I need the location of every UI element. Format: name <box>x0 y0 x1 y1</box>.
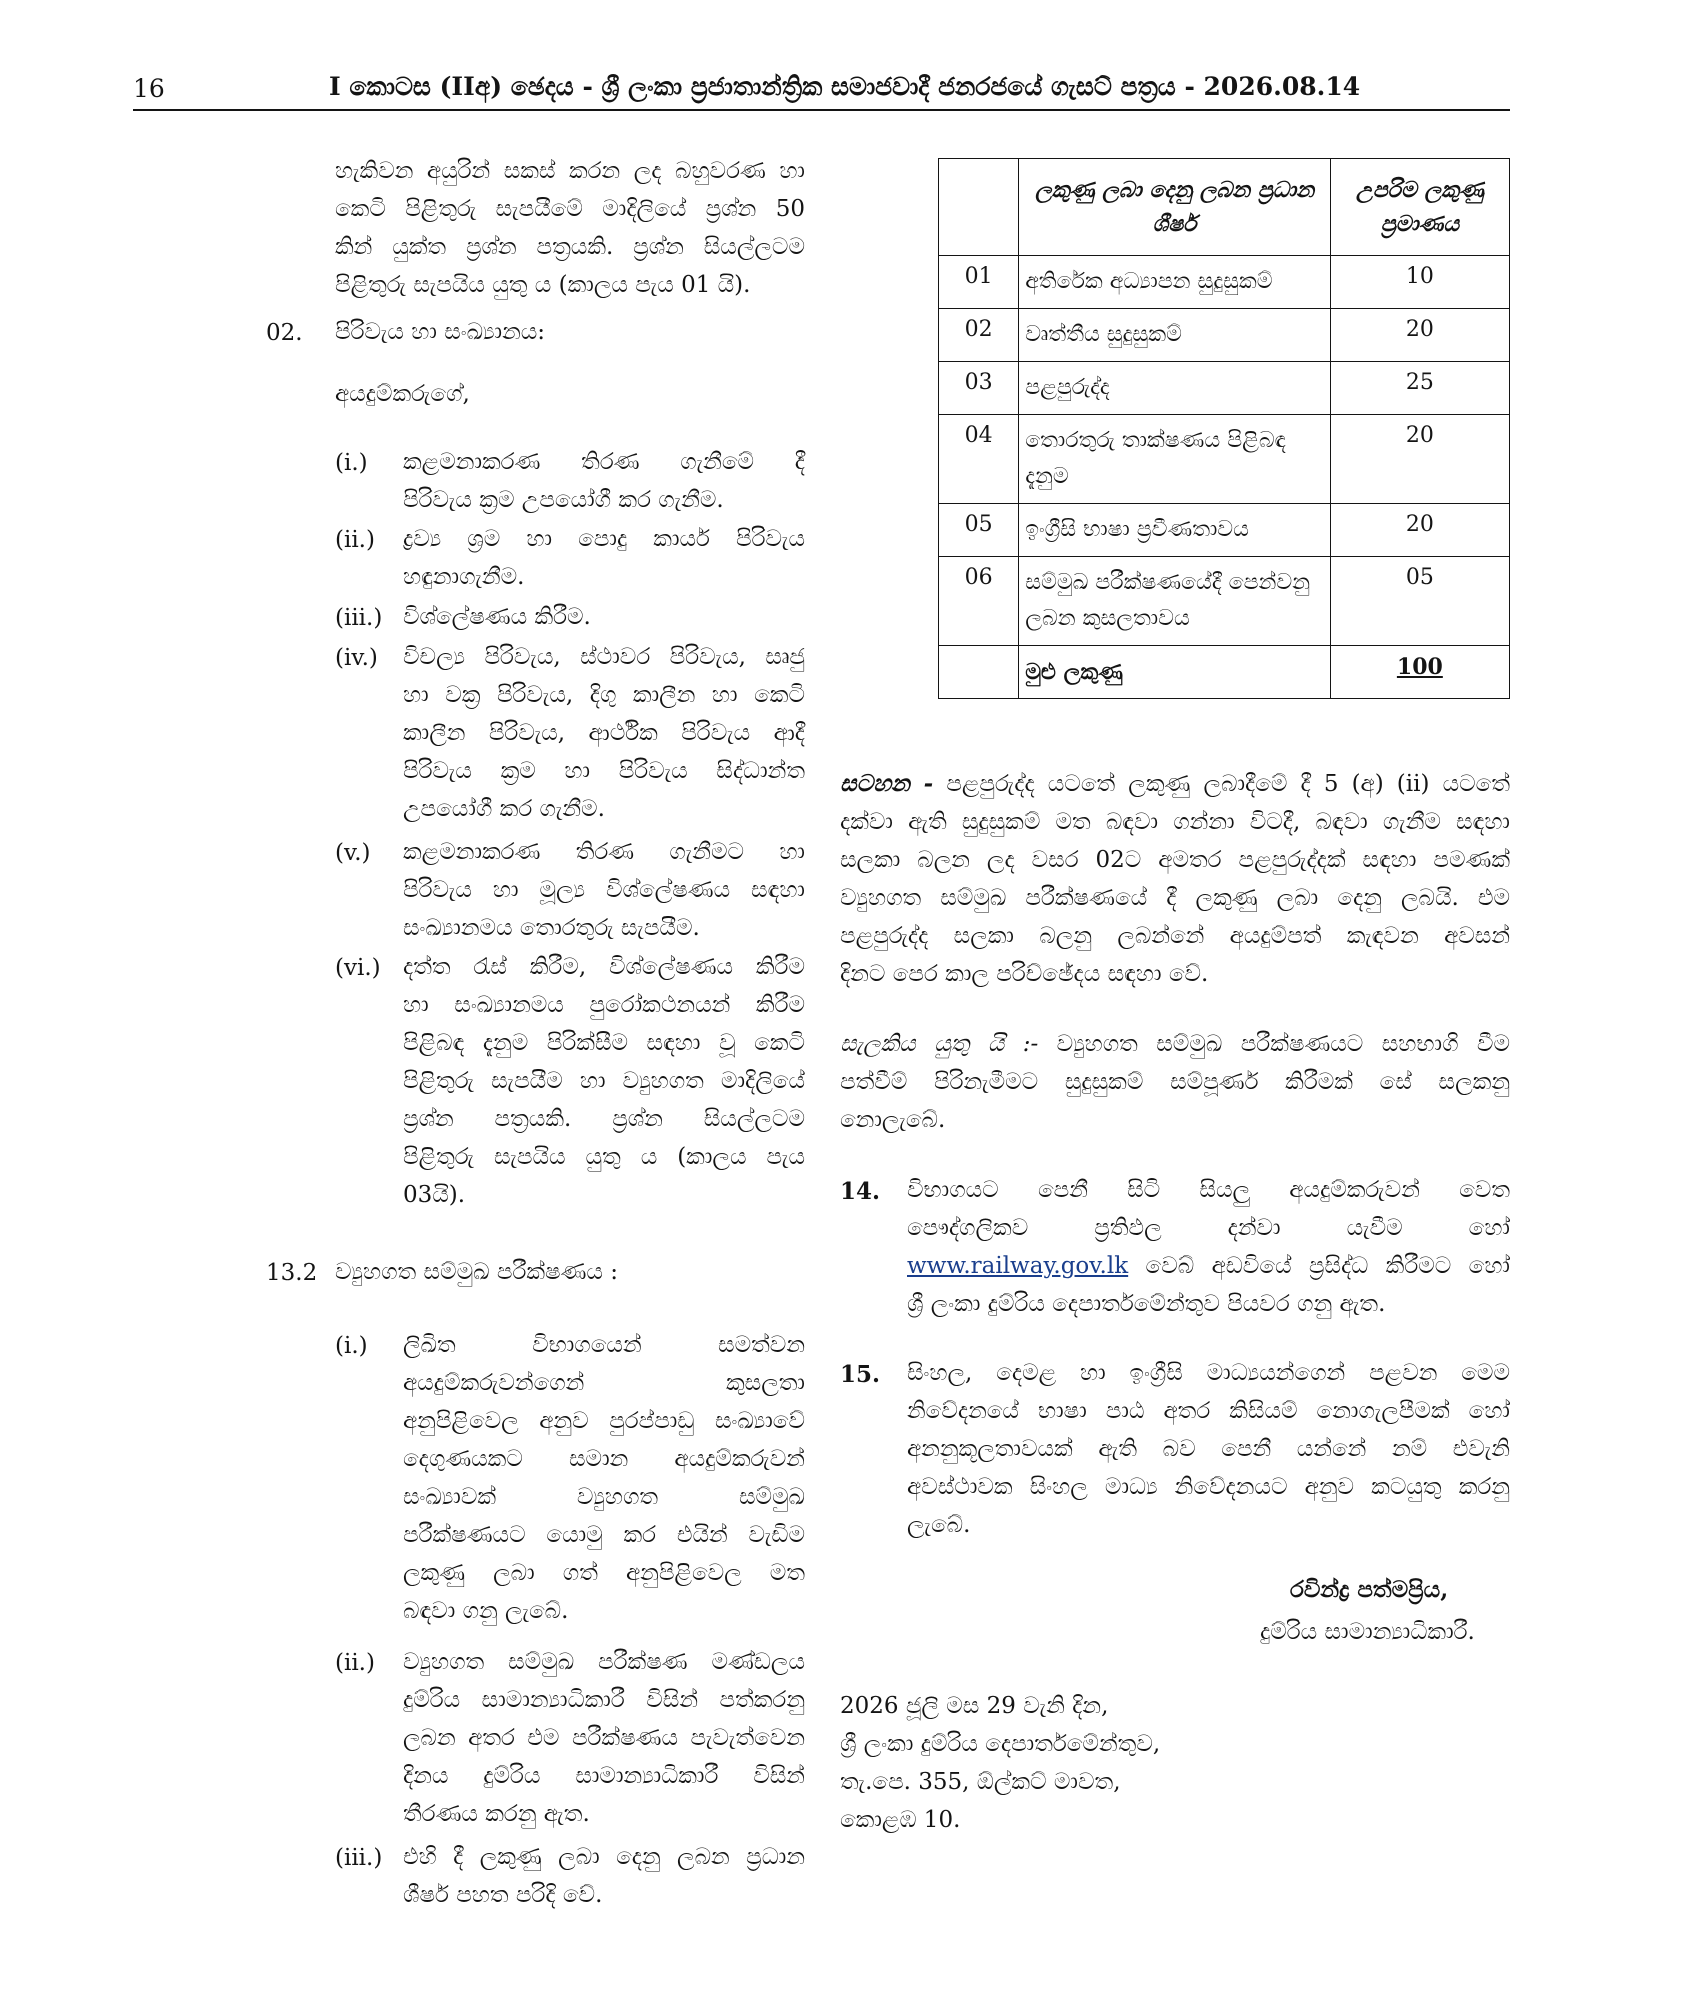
text-line: දිනය දුම්රිය සාමාන්‍යාධිකාරී විසින් <box>403 1763 805 1789</box>
total-cell <box>1330 646 1509 699</box>
text-span: වෙබ් අඩවියේ ප්‍රසිද්ධ කිරීමට හෝ <box>1145 1253 1510 1279</box>
row-title: අතිරේක අධ්‍යාපන සුදුසුකම් <box>1019 256 1331 309</box>
text-line: 03යි). <box>403 1182 466 1208</box>
gazette-title: I කොටස (IIඅ) ඡෙදය - ශ්‍රී ලංකා ප්‍රජාතාන්ත්‍රික සමාජවාදී ජනරජයේ ගැසට් පත්‍රය - 2026.08.14 <box>329 72 1361 101</box>
text-line: කොළඹ 10. <box>840 1807 961 1833</box>
text-line: පිළිතුරු සැපයිය යුතු ය (කාලය පැය <box>403 1144 805 1170</box>
text-line: ලැබේ. <box>907 1512 971 1538</box>
text-line: බඳවා ගනු ලැබේ. <box>403 1598 569 1624</box>
text-line: ලබන අතර එම පරීක්ෂණය පැවැත්වෙන <box>403 1725 805 1751</box>
section-15-text <box>907 1354 1510 1544</box>
table-row <box>939 309 1510 362</box>
text-line: පරීක්ෂණයට යොමු කර එයින් වැඩිම <box>403 1522 805 1548</box>
list-item <box>403 638 805 828</box>
text-line <box>840 765 1510 803</box>
text-line: විභාගයට පෙනී සිටි සියලු අයදුම්කරුවන් වෙත <box>907 1177 1510 1203</box>
list-item <box>403 948 805 1214</box>
text-line: ව්‍යුහගත සම්මුඛ පරීක්ෂණයේ දී ලකුණු ලබා දෙනු ලබයි. එම <box>840 885 1510 911</box>
text-line: සංඛ්‍යාවක් ව්‍යුහගත සම්මුඛ <box>403 1484 805 1510</box>
text-line: විශ්ලේෂණය කිරීම. <box>403 604 591 630</box>
text-line: කින් යුක්ත ප්‍රශ්න පත්‍රයකි. ප්‍රශ්න සියල්ලටම <box>335 234 805 260</box>
section-02-title: පිරිවැය හා සංඛ්‍යානය: <box>335 319 546 345</box>
text-line: අනනුකූලතාවයක් ඇති බව පෙනී යන්නේ නම් එවැනි <box>907 1436 1510 1462</box>
text-line: තැ.පෙ. 355, ඕල්කට් මාවත, <box>840 1769 1121 1795</box>
text-line <box>840 1025 1510 1063</box>
text-line: සලකා බලන ලද වසර 02ට අමතර පළපුරුද්දක් සඳහා පමණක් <box>840 847 1510 873</box>
list-item <box>403 520 805 596</box>
text-line: පළපුරුද්ද සලකා බලනු ලබන්නේ අයදුම්පත් කැඳවන අවසන් <box>840 923 1510 949</box>
item-number: (i.) <box>335 450 368 476</box>
text-line: ව්‍යුහගත සම්මුඛ පරීක්ෂණ මණ්ඩලය <box>403 1649 805 1675</box>
row-marks: 20 <box>1330 504 1509 557</box>
list-item <box>403 1643 805 1833</box>
row-number: 05 <box>939 504 1019 557</box>
row-title: තොරතුරු තාක්ෂණය පිළිබඳ දැනුම <box>1019 415 1331 504</box>
marks-table <box>938 158 1510 699</box>
total-value: 100 <box>1396 654 1443 680</box>
text-line: ශ්‍රී ලංකා දුම්රිය දෙපාර්තමේන්තුව, <box>840 1731 1161 1757</box>
item-number: (v.) <box>335 840 371 866</box>
text-line: ප්‍රශ්න පත්‍රයකි. ප්‍රශ්න සියල්ලටම <box>403 1106 805 1132</box>
signatory-name: රවින්ද්‍ර පත්මප්‍රිය, <box>1290 1576 1449 1603</box>
page-header <box>133 70 1510 110</box>
text-line: පිරිවැය ක්‍රම හා පිරිවැය සිද්ධාන්ත <box>403 758 805 784</box>
text-line: ලිඛිත විභාගයෙන් සමත්වන <box>403 1332 805 1358</box>
section-02-number: 02. <box>266 320 303 346</box>
text-line <box>907 1247 1510 1285</box>
text-line: දත්ත රැස් කිරීම, විශ්ලේෂණය කිරීම <box>403 954 805 980</box>
text-line: හඳුනාගැනීම. <box>403 564 525 590</box>
text-line: තීරණය කරනු ඇත. <box>403 1801 590 1827</box>
header-cell: ලකුණු ලබා දෙනු ලබන ප්‍රධාන ශීර්ෂ <box>1019 159 1331 256</box>
item-number: (i.) <box>335 1333 368 1359</box>
text-line: අවස්ථාවක සිංහල මාධ්‍ය නිවේදනයට අනුව කටයුතු කරනු <box>907 1474 1510 1500</box>
signatory-title: දුම්රිය සාමාන්‍යාධිකාරී. <box>1260 1619 1475 1645</box>
text-span: පළපුරුද්ද යටතේ ලකුණු ලබාදීමේ දී 5 (අ) (ii) යටතේ <box>946 771 1510 797</box>
row-number: 01 <box>939 256 1019 309</box>
remark-label: සැලකිය යුතු යි :- <box>840 1031 1039 1057</box>
row-number: 06 <box>939 557 1019 646</box>
text-line: ලකුණු ලබා ගත් අනුපිළිවෙල මත <box>403 1560 805 1586</box>
section-13-2-number: 13.2 <box>266 1260 318 1286</box>
address-block <box>840 1687 1340 1839</box>
section-13-2-title: ව්‍යුහගත සම්මුඛ පරීක්ෂණය : <box>335 1259 619 1285</box>
section-14-number: 14. <box>840 1178 881 1205</box>
row-title: වෘත්තීය සුදුසුකම් <box>1019 309 1331 362</box>
note-label: සටහන - <box>840 770 934 797</box>
text-line: එහි දී ලකුණු ලබා දෙනු ලබන ප්‍රධාන <box>403 1844 805 1870</box>
table-row <box>939 415 1510 504</box>
table-row <box>939 504 1510 557</box>
header-rule <box>133 109 1510 111</box>
text-line: දිනට පෙර කාල පරිච්ඡේදය සඳහා වේ. <box>840 961 1209 987</box>
item-number: (ii.) <box>335 527 375 553</box>
row-number: 04 <box>939 415 1019 504</box>
text-line: පිරිවැය හා මූල්‍ය විශ්ලේෂණය සඳහා <box>403 877 805 903</box>
item-number: (ii.) <box>335 1650 375 1676</box>
section-02-lead: අයදුම්කරුගේ, <box>335 381 470 407</box>
row-title: පළපුරුද්ද <box>1019 362 1331 415</box>
total-label: මුළු ලකුණු <box>1019 646 1331 699</box>
item-number: (iii.) <box>335 605 383 631</box>
text-line: 2026 ජූලි මස 29 වැනි දින, <box>840 1693 1109 1719</box>
intro-paragraph <box>335 152 805 304</box>
text-line: කෙටි පිළිතුරු සැපයීමේ මාදිලියේ ප්‍රශ්න 50 <box>335 196 805 222</box>
note-paragraph <box>840 765 1510 993</box>
table-header-row <box>939 159 1510 256</box>
row-marks: 05 <box>1330 557 1509 646</box>
railway-website-link[interactable]: www.railway.gov.lk <box>907 1253 1129 1279</box>
text-line: සිංහල, දෙමළ හා ඉංග්‍රීසි මාධ්‍යයන්ගෙන් පළවන මෙම <box>907 1360 1510 1386</box>
text-line: ශ්‍රී ලංකා දුම්රිය දෙපාර්තමේන්තුව පියවර ගනු ඇත. <box>907 1291 1386 1317</box>
text-line: පෞද්ගලිකව ප්‍රතිඵල දන්වා යැවීම හෝ <box>907 1215 1510 1241</box>
row-title: ඉංග්‍රීසි භාෂා ප්‍රවීණතාවය <box>1019 504 1331 557</box>
table-row <box>939 557 1510 646</box>
text-line: පිළිතුරු සැපයිය යුතු ය (කාලය පැය 01 යි). <box>335 272 751 298</box>
text-line: හා වක්‍ර පිරිවැය, දිගු කාලීන හා කෙටි <box>403 682 805 708</box>
list-item <box>403 443 805 519</box>
text-line: කළමනාකරණ තිරණ ගැනීමේ දී <box>403 449 805 475</box>
table-total-row <box>939 646 1510 699</box>
list-item <box>403 1838 805 1914</box>
page-number: 16 <box>133 74 165 103</box>
header-cell: උපරිම ලකුණු ප්‍රමාණය <box>1330 159 1509 256</box>
row-number: 03 <box>939 362 1019 415</box>
text-line: විචල්‍ය පිරිවැය, ස්ථාවර පිරිවැය, සෘජු <box>403 644 805 670</box>
row-marks: 10 <box>1330 256 1509 309</box>
text-line: නිවේදනයේ භාෂා පාඨ අතර කිසියම් නොගැලපීමක් හෝ <box>907 1398 1510 1424</box>
text-line: නොලැබේ. <box>840 1107 946 1133</box>
text-line: හා සංඛ්‍යානමය පුරෝකථනයන් කිරීම <box>403 992 805 1018</box>
text-line: කළමනාකරණ තිරණ ගැනීමට හා <box>403 839 805 865</box>
row-marks: 25 <box>1330 362 1509 415</box>
row-marks: 20 <box>1330 415 1509 504</box>
text-line: ද්‍රව්‍ය ශ්‍රම හා පොදු කාර්ය පිරිවැය <box>403 526 805 552</box>
text-line: සංඛ්‍යානමය තොරතුරු සැපයීම. <box>403 915 700 941</box>
list-item <box>403 1326 805 1630</box>
text-line: දෙගුණයකට සමාන අයදුම්කරුවන් <box>403 1446 805 1472</box>
list-item <box>403 598 805 636</box>
header-cell <box>939 159 1019 256</box>
text-span: ව්‍යුහගත සම්මුඛ පරීක්ෂණයට සහභාගි වීම <box>1056 1031 1510 1057</box>
remark-paragraph <box>840 1025 1510 1139</box>
table-row <box>939 362 1510 415</box>
text-line: ශීර්ෂ පහත පරිදි වේ. <box>403 1882 603 1908</box>
text-line: පත්වීම් පිරිනැමීමට සුදුසුකම් සම්පූර්ණ කිරීමක් සේ සලකනු <box>840 1069 1510 1095</box>
text-line: දක්වා ඇති සුදුසුකම් මත බඳවා ගන්නා විටදී, බඳවා ගැනීම සඳහා <box>840 809 1510 835</box>
row-marks: 20 <box>1330 309 1509 362</box>
section-15-number: 15. <box>840 1361 881 1388</box>
text-line: කාලීන පිරිවැය, ආර්ථික පිරිවැය ආදී <box>403 720 805 746</box>
section-14-text <box>907 1171 1510 1323</box>
item-number: (vi.) <box>335 955 381 981</box>
text-line: පිරිවැය ක්‍රම උපයෝගී කර ගැනීම. <box>403 487 724 513</box>
item-number: (iv.) <box>335 645 378 671</box>
text-line: උපයෝගී කර ගැනීම. <box>403 796 605 822</box>
text-line: අයදුම්කරුවන්ගෙන් කුසලතා <box>403 1370 805 1396</box>
list-item <box>403 833 805 947</box>
total-number-cell <box>939 646 1019 699</box>
text-line: හැකිවන අයුරින් සකස් කරන ලද බහුවරණ හා <box>335 158 805 184</box>
row-title: සම්මුඛ පරීක්ෂණයේදී පෙන්වනු ලබන කුසලතාවය <box>1019 557 1331 646</box>
text-line: පිළිබඳ දැනුම පිරික්සීම සඳහා වූ කෙටි <box>403 1030 805 1056</box>
text-line: පිළිතුරු සැපයීම හා ව්‍යුහගත මාදිලියේ <box>403 1068 805 1094</box>
table-row <box>939 256 1510 309</box>
row-number: 02 <box>939 309 1019 362</box>
text-line: අනුපිළිවෙල අනුව පුරප්පාඩු සංඛ්‍යාවේ <box>403 1408 805 1434</box>
item-number: (iii.) <box>335 1845 383 1871</box>
text-line: දුම්රිය සාමාන්‍යාධිකාරී විසින් පත්කරනු <box>403 1687 805 1713</box>
